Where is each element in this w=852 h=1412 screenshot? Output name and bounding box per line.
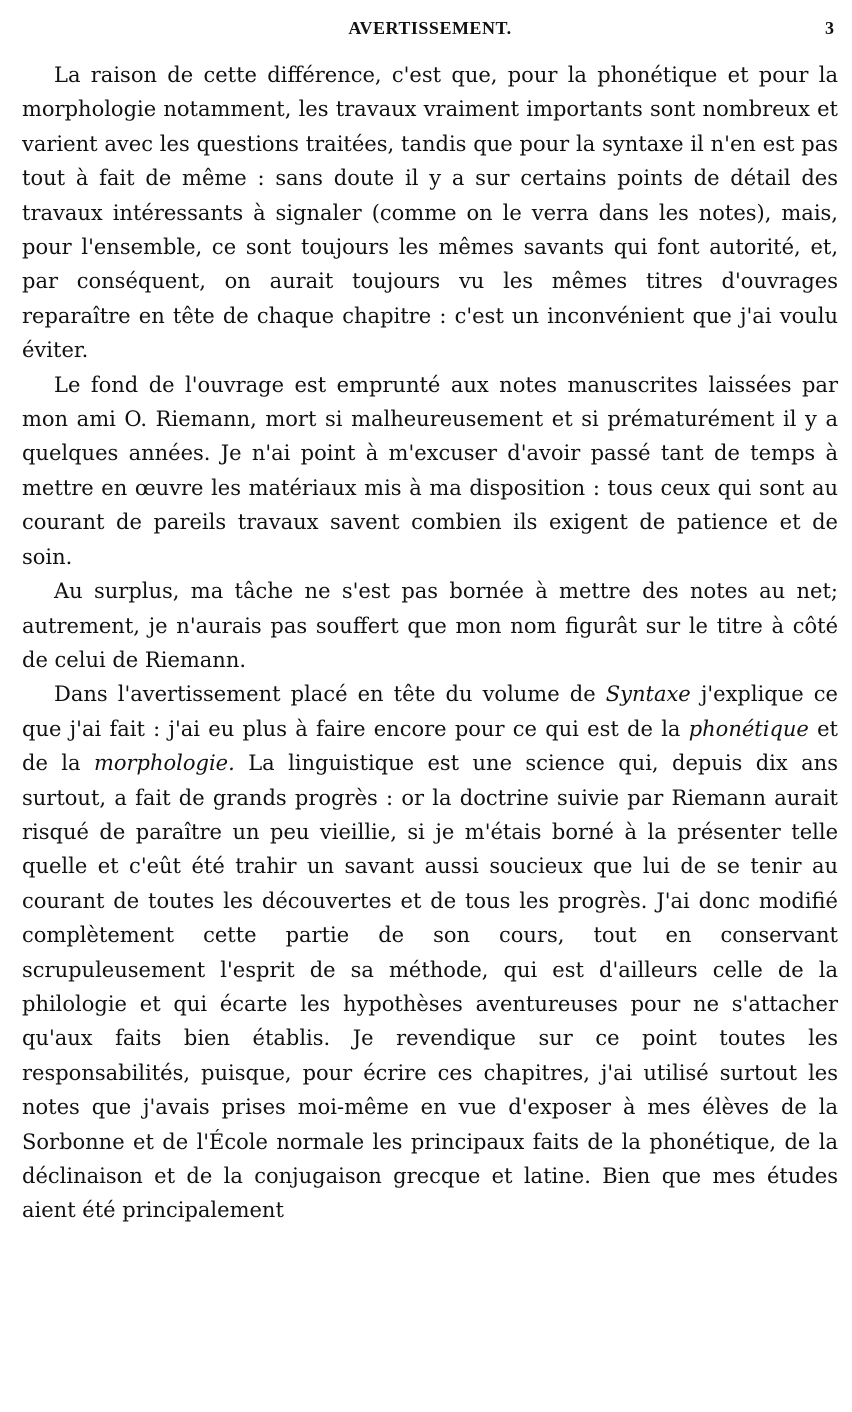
paragraph-4-part-c: et de la xyxy=(22,716,838,776)
paragraph-1: La raison de cette différence, c'est que, pour la phonétique et pour la morphologie notamment, les travaux vraiment importants sont nombreux et varient avec les questions traitées, tandis que pour la syntaxe il n'en est pas tout à fait de même : sans doute il y a sur certains points de détail des travaux intéressants à signaler (comme on le verra dans les notes), mais, pour l'ensemble, ce sont toujours les mêmes savants qui font autorité, et, par conséquent, on aurait toujours vu les mêmes titres d'ouvrages reparaître en tête de chaque chapitre : c'est un inconvénient que j'ai voulu éviter. xyxy=(22,63,838,363)
paragraph-4-part-b: j'explique ce que j'ai fait : j'ai eu plus à faire encore pour ce qui est de la xyxy=(22,682,838,741)
italic-syntaxe: Syntaxe xyxy=(605,682,691,707)
paragraph-2: Le fond de l'ouvrage est emprunté aux notes manuscrites laissées par mon ami O. Riemann, mort si malheureusement et si prématurément il y a quelques années. Je n'ai point à m'excuser d'avoir passé tant de temps à mettre en œuvre les matériaux mis à ma disposition : tous ceux qui sont au courant de pareils travaux savent combien ils exigent de patience et de soin. xyxy=(22,372,838,569)
paragraph-3: Au surplus, ma tâche ne s'est pas bornée à mettre des notes au net; autrement, je n'aurais pas souffert que mon nom figurât sur le titre à côté de celui de Riemann. xyxy=(22,579,838,672)
paragraph-4 xyxy=(22,677,838,1228)
italic-phonetique: phonétique xyxy=(688,716,809,741)
paragraph-4-part-d: La linguistique est une science qui, depuis dix ans surtout, a fait de grands progrès : or la doctrine suivie par Riemann aurait risqué de paraître un peu vieillie, si je m'étais borné à la présenter telle quelle et c'eût été trahir un savant aussi soucieux que lui de se tenir au courant de toutes les découvertes et de tous les progrès. J'ai donc modifié complètement cette partie de son cours, tout en conservant scrupuleusement l'esprit de sa méthode, qui est d'ailleurs celle de la philologie et qui écarte les hypothèses aventureuses pour ne s'attacher qu'aux faits bien établis. Je revendique sur ce point toutes les responsabilités, puisque, pour écrire ces chapitres, j'ai utilisé surtout les notes que j'avais prises moi-même en vue d'exposer à mes élèves de la Sorbonne et de l'École normale les principaux faits de la phonétique, de la déclinaison et de la conjugaison grecque et latine. Bien que mes études aient été principalement xyxy=(22,751,838,1223)
page-header xyxy=(22,18,838,46)
body-text xyxy=(22,58,838,1228)
page-number: 3 xyxy=(825,18,834,38)
running-title: AVERTISSEMENT. xyxy=(348,18,512,38)
italic-morphologie: morphologie. xyxy=(93,751,235,776)
paragraph-4-part-a: Dans l'avertissement placé en tête du volume de xyxy=(54,682,596,707)
